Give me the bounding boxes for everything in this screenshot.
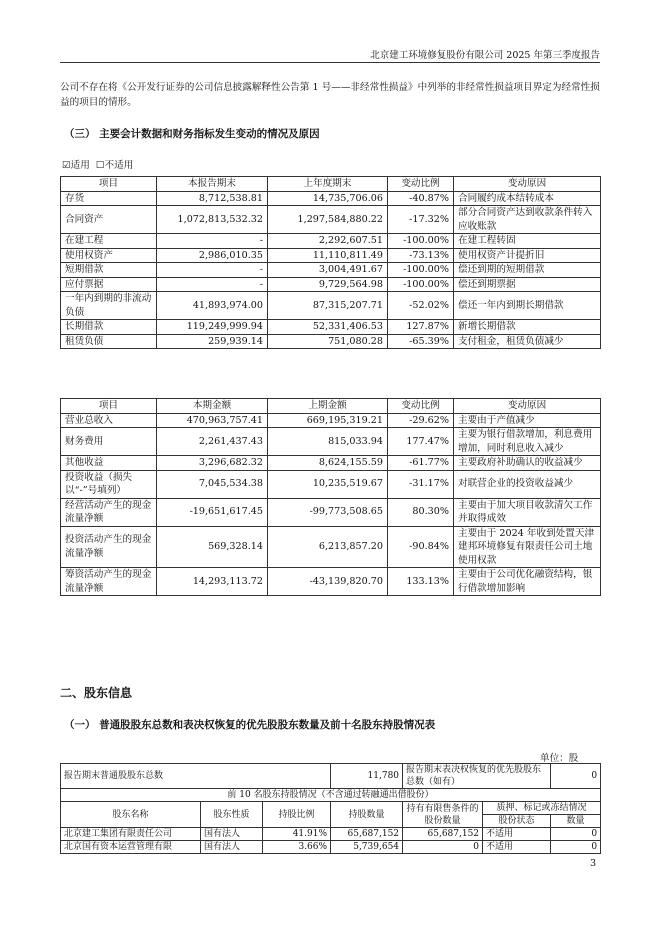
col-header: 本报告期末 xyxy=(157,177,268,192)
table-cell: 1,297,584,880.22 xyxy=(268,206,388,234)
col-header: 股东名称 xyxy=(61,802,201,828)
page-number: 3 xyxy=(590,858,597,869)
not-applicable-label: 不适用 xyxy=(104,160,134,171)
table-row xyxy=(61,470,601,498)
table-cell: 259,939.14 xyxy=(157,334,268,349)
col-header: 变动原因 xyxy=(454,399,601,414)
table-row xyxy=(61,334,601,349)
col-header: 股东性质 xyxy=(201,802,263,828)
table-cell: 815,033.94 xyxy=(268,428,388,456)
table-cell: 不适用 xyxy=(483,828,551,841)
table-cell: 使用权资产计提折旧 xyxy=(454,248,601,263)
pref-value: 0 xyxy=(551,764,601,789)
table-cell: - xyxy=(157,277,268,292)
table-cell: 7,045,534.38 xyxy=(157,470,268,498)
total-label: 报告期末普通股股东总数 xyxy=(61,764,331,789)
checked-box-icon: ☑ xyxy=(62,160,71,171)
col-header: 变动原因 xyxy=(454,177,601,192)
table-cell: 筹资活动产生的现金流量净额 xyxy=(61,568,157,596)
table-cell: 10,235,519.67 xyxy=(268,470,388,498)
table-cell: 应付票据 xyxy=(61,277,157,292)
table-cell: 使用权资产 xyxy=(61,248,157,263)
table-row xyxy=(61,191,601,206)
table-cell: 偿还到期票据 xyxy=(454,277,601,292)
col-header: 持有有限售条件的股份数量 xyxy=(403,802,483,828)
table-cell: 133.13% xyxy=(388,568,454,596)
table-cell: -73.13% xyxy=(388,248,454,263)
col-header: 质押、标记或冻结情况 xyxy=(483,802,601,815)
table-cell: 0 xyxy=(551,828,601,841)
table-cell: 主要为银行借款增加，利息费用增加，同时利息收入减少 xyxy=(454,428,601,456)
table-cell: 87,315,207.71 xyxy=(268,292,388,320)
table-cell: 3,296,682.32 xyxy=(157,456,268,471)
table-row xyxy=(61,320,601,335)
table-row xyxy=(61,428,601,456)
table-cell: 支付租金，租赁负债减少 xyxy=(454,334,601,349)
table-cell: 14,735,706.06 xyxy=(268,191,388,206)
table-cell: -100.00% xyxy=(388,277,454,292)
col-header: 数量 xyxy=(551,815,601,828)
table-cell: 6,213,857.20 xyxy=(268,526,388,568)
total-shareholders-row xyxy=(61,764,601,789)
table-cell: -43,139,820.70 xyxy=(268,568,388,596)
col-header: 项目 xyxy=(61,399,157,414)
table-row xyxy=(61,263,601,278)
col-header: 上期金额 xyxy=(268,399,388,414)
table-cell: 8,624,155.59 xyxy=(268,456,388,471)
table-cell: 租赁负债 xyxy=(61,334,157,349)
table-cell: 部分合同资产达到收款条件转入应收账款 xyxy=(454,206,601,234)
unchecked-box-icon: ☐ xyxy=(95,160,105,171)
shareholder-subheading: （一） 普通股股东总数和表决权恢复的优先股股东数量及前十名股东持股情况表 xyxy=(64,719,436,731)
table-cell: 对联营企业的投资收益减少 xyxy=(454,470,601,498)
table-header-row xyxy=(61,177,601,192)
applicable-label: 适用 xyxy=(70,160,90,171)
table-cell: 国有法人 xyxy=(201,841,263,854)
table-cell: 8,712,538.81 xyxy=(157,191,268,206)
applicability-indicator xyxy=(62,157,133,171)
table-row xyxy=(61,568,601,596)
top10-title-row xyxy=(61,789,601,802)
table-cell: 合同履约成本结转成本 xyxy=(454,191,601,206)
col-header: 变动比例 xyxy=(388,177,454,192)
header-divider xyxy=(60,62,600,63)
table-cell: 营业总收入 xyxy=(61,413,157,428)
table-row xyxy=(61,292,601,320)
table-cell: 在建工程转固 xyxy=(454,234,601,249)
table-cell: 国有法人 xyxy=(201,828,263,841)
table-cell: 2,292,607.51 xyxy=(268,234,388,249)
unit-label: 单位：股 xyxy=(540,753,579,764)
table-cell: -90.84% xyxy=(388,526,454,568)
table-cell: 财务费用 xyxy=(61,428,157,456)
table-cell: 存货 xyxy=(61,191,157,206)
col-header: 持股数量 xyxy=(331,802,403,828)
table-row xyxy=(61,498,601,526)
table-cell: 北京建工集团有限责任公司 xyxy=(61,828,201,841)
table-cell: 127.87% xyxy=(388,320,454,335)
intro-paragraph: 公司不存在将《公开发行证券的公司信息披露解释性公告第 1 号——非经常性损益》中列举的非经常性损益项目界定为经常性损益的项目的情形。 xyxy=(60,82,600,108)
table-row xyxy=(61,456,601,471)
table-cell: 41,893,974.00 xyxy=(157,292,268,320)
col-header: 本期金额 xyxy=(157,399,268,414)
table-cell: -19,651,617.45 xyxy=(157,498,268,526)
table-cell: 470,963,757.41 xyxy=(157,413,268,428)
table-cell: 9,729,564.98 xyxy=(268,277,388,292)
table-cell: 11,110,811.49 xyxy=(268,248,388,263)
col-header: 持股比例 xyxy=(263,802,331,828)
table-header-row xyxy=(61,399,601,414)
table-cell: 3.66% xyxy=(263,841,331,854)
col-header: 项目 xyxy=(61,177,157,192)
table-cell: 短期借款 xyxy=(61,263,157,278)
pref-label: 报告期末表决权恢复的优先股股东总数（如有） xyxy=(403,764,551,789)
table-cell: 569,328.14 xyxy=(157,526,268,568)
table-cell: 偿还到期的短期借款 xyxy=(454,263,601,278)
table-cell: 主要由于加大项目收款清欠工作并取得成效 xyxy=(454,498,601,526)
table-cell: - xyxy=(157,234,268,249)
table-cell: 65,687,152 xyxy=(331,828,403,841)
table-cell: 2,261,437.43 xyxy=(157,428,268,456)
section-heading: （三） 主要会计数据和财务指标发生变动的情况及原因 xyxy=(64,128,320,140)
shareholder-table xyxy=(60,763,601,854)
table-cell: 主要由于产值减少 xyxy=(454,413,601,428)
table-cell: -31.17% xyxy=(388,470,454,498)
table-cell: -100.00% xyxy=(388,263,454,278)
table-cell: 主要政府补助确认的收益减少 xyxy=(454,456,601,471)
table-row xyxy=(61,248,601,263)
table-row xyxy=(61,413,601,428)
table-cell: 0 xyxy=(551,841,601,854)
table-cell: 65,687,152 xyxy=(403,828,483,841)
table-cell: -100.00% xyxy=(388,234,454,249)
table-cell: 177.47% xyxy=(388,428,454,456)
table-cell: 在建工程 xyxy=(61,234,157,249)
table-cell: 经营活动产生的现金流量净额 xyxy=(61,498,157,526)
table-cell: 751,080.28 xyxy=(268,334,388,349)
table-cell: 新增长期借款 xyxy=(454,320,601,335)
table-cell: 52,331,406.53 xyxy=(268,320,388,335)
table-cell: 5,739,654 xyxy=(331,841,403,854)
table-cell: 主要由于 2024 年收到处置天津建邦环境修复有限责任公司土地使用权款 xyxy=(454,526,601,568)
table-cell: 主要由于公司优化融资结构，银行借款增加影响 xyxy=(454,568,601,596)
shareholder-section-heading: 二、股东信息 xyxy=(60,686,133,700)
table-header-row xyxy=(61,802,601,815)
total-value: 11,780 xyxy=(331,764,403,789)
balance-change-table xyxy=(60,176,601,349)
table-row xyxy=(61,206,601,234)
top10-title: 前 10 名股东持股情况（不含通过转融通出借股份） xyxy=(61,789,601,802)
col-header: 变动比例 xyxy=(388,399,454,414)
table-cell: 2,986,010.35 xyxy=(157,248,268,263)
col-header: 股份状态 xyxy=(483,815,551,828)
table-cell: 投资收益（损失以“-”号填列） xyxy=(61,470,157,498)
table-row xyxy=(61,277,601,292)
table-row xyxy=(61,828,601,841)
table-cell: 80.30% xyxy=(388,498,454,526)
table-cell: 669,195,319.21 xyxy=(268,413,388,428)
table-cell: -17.32% xyxy=(388,206,454,234)
income-change-table xyxy=(60,398,601,596)
table-cell: 长期借款 xyxy=(61,320,157,335)
table-cell: -52.02% xyxy=(388,292,454,320)
table-row xyxy=(61,841,601,854)
table-cell: - xyxy=(157,263,268,278)
table-cell: -99,773,508.65 xyxy=(268,498,388,526)
table-cell: 不适用 xyxy=(483,841,551,854)
page-header: 北京建工环境修复股份有限公司 2025 年第三季度报告 xyxy=(370,50,600,61)
table-cell: 合同资产 xyxy=(61,206,157,234)
table-cell: -65.39% xyxy=(388,334,454,349)
table-cell: 1,072,813,532.32 xyxy=(157,206,268,234)
table-cell: 41.91% xyxy=(263,828,331,841)
table-row xyxy=(61,526,601,568)
table-cell: -40.87% xyxy=(388,191,454,206)
table-cell: -29.62% xyxy=(388,413,454,428)
table-row xyxy=(61,234,601,249)
table-cell: 北京国有资本运营管理有限 xyxy=(61,841,201,854)
col-header: 上年度期末 xyxy=(268,177,388,192)
table-cell: 119,249,999.94 xyxy=(157,320,268,335)
table-cell: 其他收益 xyxy=(61,456,157,471)
table-cell: 偿还一年内到期长期借款 xyxy=(454,292,601,320)
table-cell: 3,004,491.67 xyxy=(268,263,388,278)
table-cell: 一年内到期的非流动负债 xyxy=(61,292,157,320)
table-cell: -61.77% xyxy=(388,456,454,471)
table-cell: 0 xyxy=(403,841,483,854)
table-cell: 14,293,113.72 xyxy=(157,568,268,596)
table-cell: 投资活动产生的现金流量净额 xyxy=(61,526,157,568)
